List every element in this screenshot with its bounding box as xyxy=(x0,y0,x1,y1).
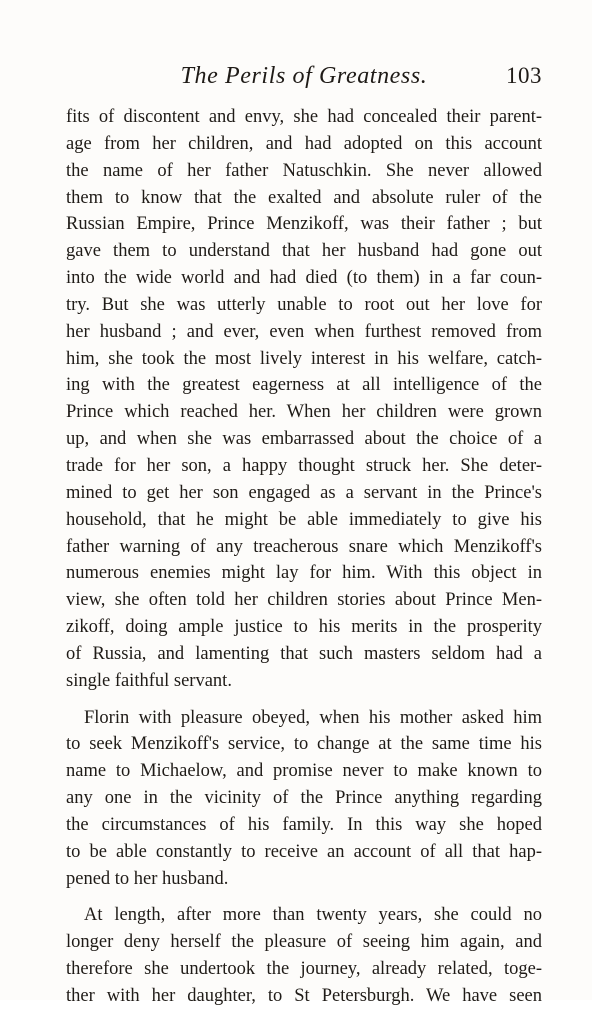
text-line: trade for her son, a happy thought struck her. She deter- xyxy=(66,455,542,476)
paragraph xyxy=(66,104,542,695)
text-line: try. But she was utterly unable to root out her love for xyxy=(66,294,542,315)
paragraph xyxy=(66,902,542,1009)
text-line: any one in the vicinity of the Prince anything regarding xyxy=(66,788,542,809)
text-line: view, she often told her children stories about Prince Men- xyxy=(66,590,542,611)
paragraph-gap xyxy=(66,892,542,902)
text-line: into the wide world and had died (to them) in a far coun- xyxy=(66,268,542,289)
text-line: numerous enemies might lay for him. With this object in xyxy=(66,563,542,584)
text-line: zikoff, doing ample justice to his merits in the prosperity xyxy=(66,617,542,638)
text-line: her husband ; and ever, even when furthest removed from xyxy=(66,321,542,342)
text-line: fits of discontent and envy, she had concealed their parent- xyxy=(66,107,542,127)
text-line: to be able constantly to receive an account of all that hap- xyxy=(66,841,542,862)
text-line: the circumstances of his family. In this way she hoped xyxy=(66,814,542,835)
text-line: father warning of any treacherous snare which Menzikoff's xyxy=(66,536,542,557)
body-text xyxy=(66,104,542,1010)
running-head xyxy=(66,60,542,92)
text-line: gave them to understand that her husband had gone out xyxy=(66,241,542,262)
text-line: Russian Empire, Prince Menzikoff, was their father ; but xyxy=(66,214,542,235)
text-line: the name of her father Natuschkin. She never allowed xyxy=(66,160,542,181)
text-line: him, she took the most lively interest in his welfare, catch- xyxy=(66,348,542,369)
text-line: age from her children, and had adopted on this account xyxy=(66,133,542,154)
text-line: Prince which reached her. When her children were grown xyxy=(66,402,542,423)
text-line: them to know that the exalted and absolute ruler of the xyxy=(66,187,542,208)
text-line: mined to get her son engaged as a servant in the Prince's xyxy=(66,482,542,503)
text-line: Florin with pleasure obeyed, when his mother asked him xyxy=(84,707,542,728)
page-number: 103 xyxy=(506,63,542,88)
text-line: At length, after more than twenty years, she could no xyxy=(84,905,542,926)
running-title: The Perils of Greatness. xyxy=(180,63,428,89)
text-line: therefore she undertook the journey, already related, toge- xyxy=(66,959,542,980)
text-line: pened to her husband. xyxy=(66,868,229,889)
text-line: name to Michaelow, and promise never to make known to xyxy=(66,761,542,782)
text-line: ther with her daughter, to St Petersburgh. We have seen xyxy=(66,986,542,1006)
text-line: to seek Menzikoff's service, to change at the same time his xyxy=(66,734,542,755)
paragraph-gap xyxy=(66,695,542,705)
text-line: of Russia, and lamenting that such masters seldom had a xyxy=(66,643,542,664)
text-line: longer deny herself the pleasure of seeing him again, and xyxy=(66,932,542,953)
paragraph xyxy=(66,705,542,893)
text-line: single faithful servant. xyxy=(66,670,232,691)
text-line: ing with the greatest eagerness at all intelligence of the xyxy=(66,375,542,396)
text-line: household, that he might be able immediately to give his xyxy=(66,509,542,530)
text-line: up, and when she was embarrassed about the choice of a xyxy=(66,429,542,450)
